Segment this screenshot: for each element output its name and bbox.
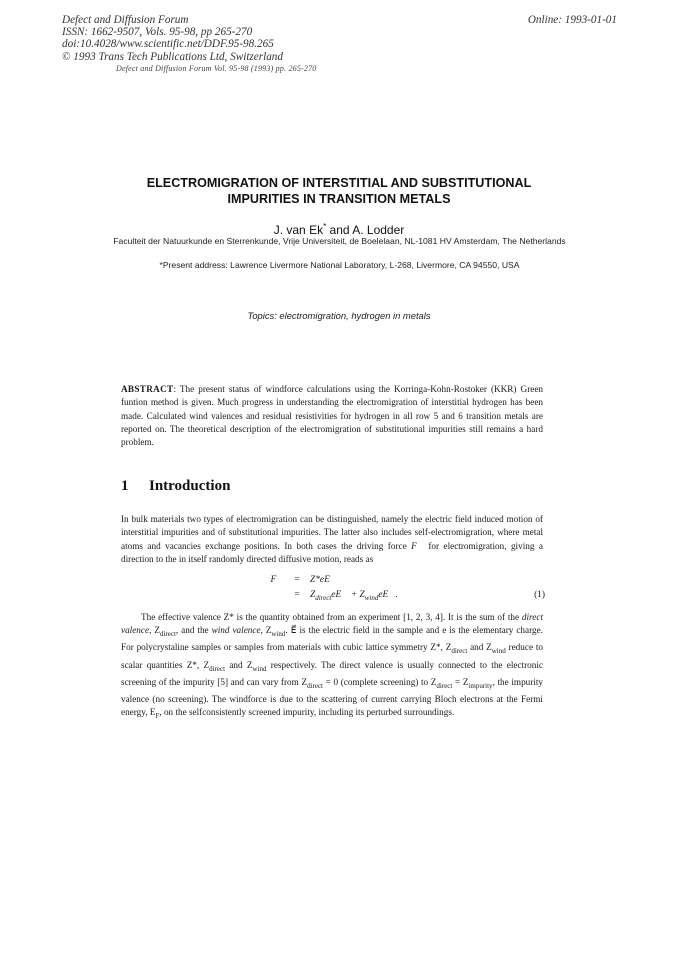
p2-s5: . E⃗ is the electric field in the sample and e is the elementary charge. For polycrystaline samples or samples from materials with cubic lattice symmetry Z*, Z [121, 625, 543, 653]
p2-s3: , and the [175, 625, 212, 636]
equation-number: (1) [534, 590, 545, 600]
journal-name: Defect and Diffusion Forum [62, 14, 189, 26]
p1-text-b: for electromigration, giving a direction to the in itself randomly directed diffusive motion, reads as [121, 540, 543, 564]
abstract-text: : The present status of windforce calculations using the Korringa-Kohn-Rostoker (KKR) Green funtion method is given. Much progress in understanding the electromigration of interstitial hydrogen has been made. Calculated wind valences and residual resistivities for hydrogen in all row 5 and 6 transition metals are reported on. The theoretical description of the electromigration of substitutional impurities still remains a hard problem. [121, 384, 543, 448]
eq-term-c: eE⃗. [378, 590, 398, 600]
equation-equals-2: = [294, 590, 300, 600]
doi-line: doi:10.4028/www.scientific.net/DDF.95-98.265 [62, 38, 274, 51]
equation-term-effective: Z*eE⃗ [310, 575, 338, 585]
author-footnote-mark: * [323, 222, 327, 231]
equation-lhs: F⃗ [270, 575, 284, 585]
present-address: *Present address: Lawrence Livermore National Laboratory, L-268, Livermore, CA 94550, USA [159, 260, 520, 270]
p2-direct-valence: direct valence [121, 612, 543, 636]
equation-rhs-1 [310, 575, 337, 585]
issn-line: ISSN: 1662-9507, Vols. 95-98, pp 265-270 [62, 26, 253, 39]
p2-sub-direct-2: direct [451, 647, 468, 656]
p2-s9: respectively. The direct valence is usually connected to the electronic screening of the impurity [5] and can vary from Z [121, 659, 543, 687]
intro-paragraph-1 [121, 513, 543, 566]
p2-sub-wind-3: wind [252, 664, 267, 673]
title-line-1: ELECTROMIGRATION OF INTERSTITIAL AND SUBSTITUTIONAL [146, 176, 532, 190]
p2-sub-impurity: impurity [468, 681, 493, 690]
title-line-2: IMPURITIES IN TRANSITION METALS [227, 191, 451, 206]
section-number: 1 [121, 478, 129, 494]
section-title: Introduction [149, 478, 231, 494]
p2-s6: and Z [467, 642, 492, 653]
p2-s10: = 0 (complete screening) to Z [323, 676, 437, 687]
eq-z1: Z [310, 590, 316, 600]
p2-s8: and Z [225, 659, 253, 670]
author-first: J. van Ek [273, 223, 324, 237]
p2-s11: = Z [452, 676, 469, 687]
p2-sub-direct-4: direct [307, 681, 323, 690]
equation-rhs-2 [310, 590, 398, 602]
eq-sub-wind: wind [364, 593, 379, 602]
abstract [121, 383, 543, 449]
p2-s7: reduce to scalar quantities Z*, Z [121, 642, 543, 670]
intro-paragraph-2 [121, 611, 543, 723]
section-heading [121, 478, 230, 495]
p2-sub-direct-5: direct [436, 681, 453, 690]
p1-force-symbol: F⃗ [411, 540, 424, 551]
authors [100, 222, 578, 237]
p2-s4: , Z [260, 625, 272, 636]
p2-sub-direct-1: direct [159, 630, 176, 639]
eq-sub-direct: direct [315, 593, 332, 602]
p2-s13: , on the selfconsistently screened impurity, including its perturbed surroundings. [159, 707, 455, 718]
paper-title [100, 176, 578, 207]
eq-term-b: eE⃗ + Z [331, 590, 365, 600]
author-rest: and A. Lodder [326, 223, 405, 237]
p2-sub-wind-1: wind [271, 630, 286, 639]
equation-equals-1: = [294, 575, 300, 585]
p2-s12: , the impurity valence (no screening). The windforce is due to the scattering of current carrying Bloch electrons at the Fermi energy, E [121, 676, 544, 718]
copyright-line: © 1993 Trans Tech Publications Ltd, Switzerland [62, 50, 283, 63]
p2-s2: , Z [149, 625, 160, 636]
p2-s1: The effective valence Z* is the quantity obtained from an experiment [1, 2, 3, 4]. It is the sum of the [141, 612, 522, 622]
scanned-running-header: Defect and Diffusion Forum Vol. 95-98 (1993) pp. 265-270 [116, 64, 317, 73]
p2-sub-direct-3: direct [209, 664, 226, 673]
topics: Topics: electromigration, hydrogen in metals [247, 310, 431, 321]
abstract-label: ABSTRACT [121, 384, 174, 394]
p2-sub-wind-2: wind [491, 647, 506, 656]
p2-wind-valence: wind valence [211, 625, 261, 636]
p1-text-a: In bulk materials two types of electromigration can be distinguished, namely the electric field induced motion of interstitial impurities and of substitutional impurities. The latter also includes self-electromigration, where metal atoms and vacancies exchange positions. In both cases the driving force [121, 514, 543, 551]
affiliation: Faculteit der Natuurkunde en Sterrenkunde, Vrije Universiteit, de Boelelaan, NL-1081 HV Amsterdam, The Netherlands [113, 236, 566, 246]
p2-sub-f: F [155, 711, 160, 720]
online-date: Online: 1993-01-01 [527, 14, 617, 26]
journal-header [62, 14, 617, 63]
